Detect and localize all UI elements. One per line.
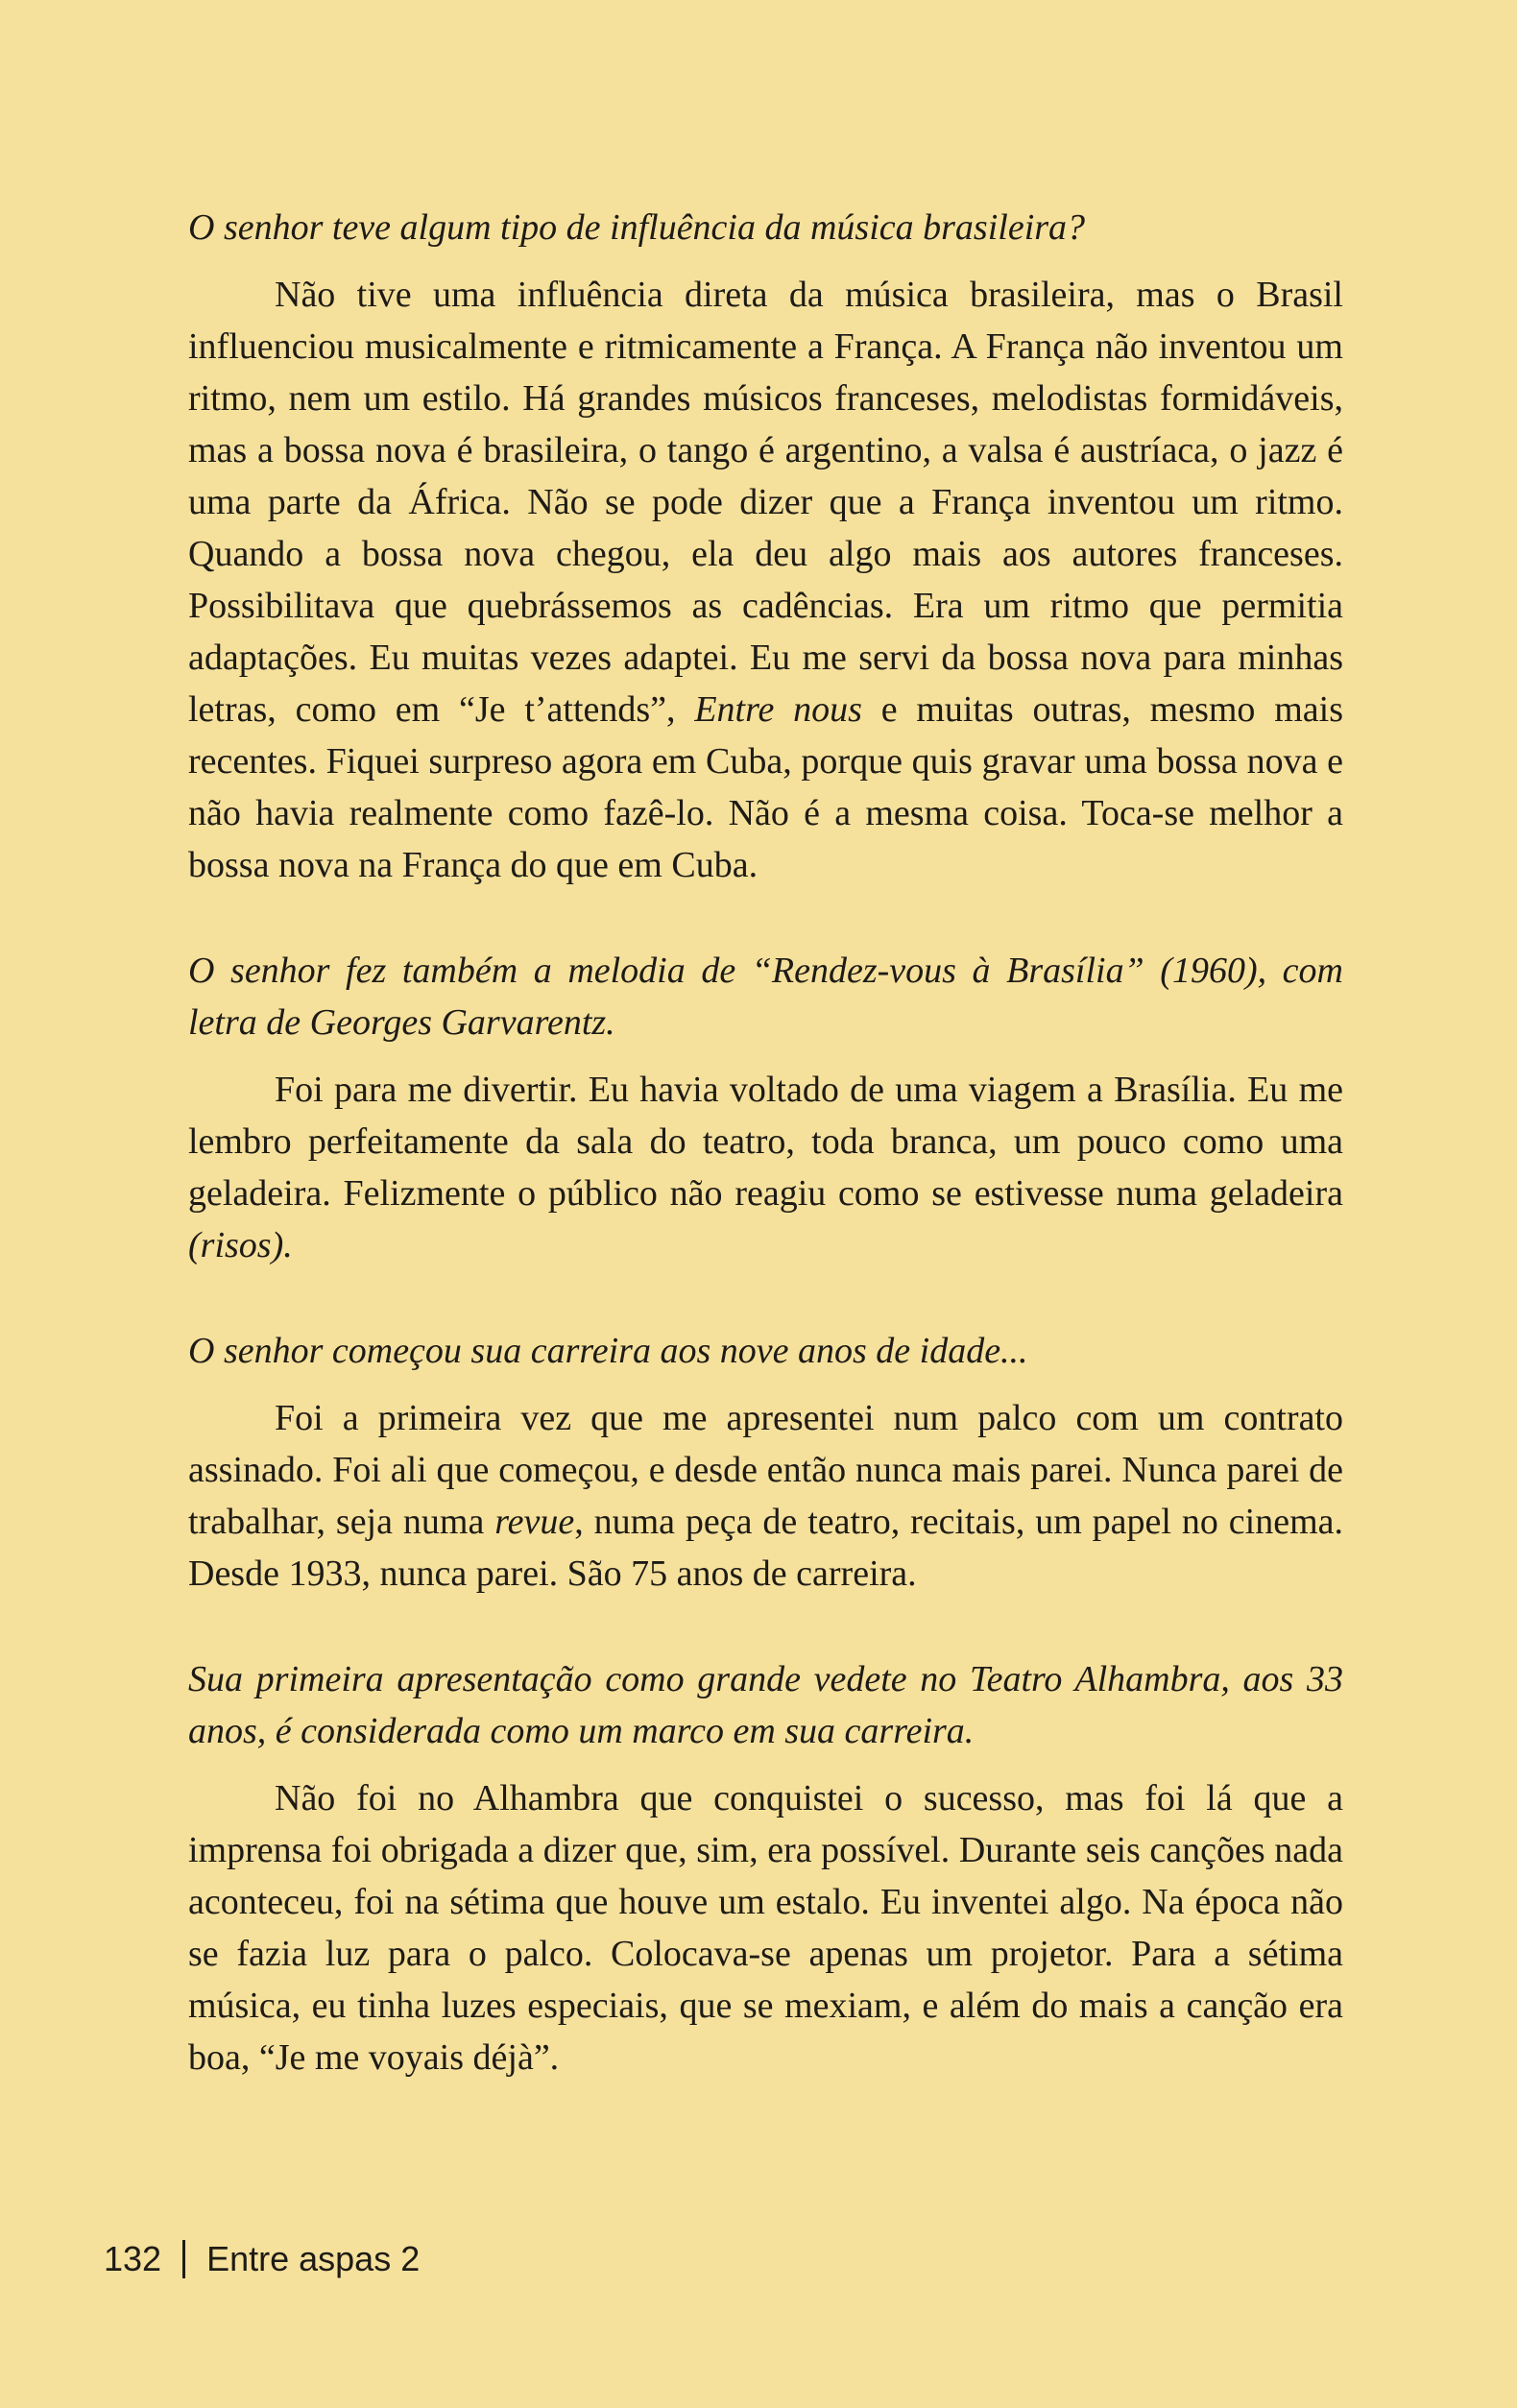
qa-block-1: [188, 202, 1343, 891]
question-4: Sua primeira apresentação como grande vedete no Teatro Alhambra, aos 33 anos, é considerada como um marco em sua carreira.: [188, 1659, 1343, 1751]
page-footer: [104, 2237, 420, 2281]
page-number: 132: [104, 2239, 162, 2278]
answer-2-part-1: Foi para me divertir. Eu havia voltado de uma viagem a Brasília. Eu me lembro perfeitamente da sala do teatro, toda branca, um pouco como uma geladeira. Felizmente o público não reagiu como se estivesse numa geladeira: [188, 1070, 1343, 1214]
answer-3-italic-word: revue: [494, 1502, 575, 1542]
answer-3-part-1: Foi a primeira vez que me apresentei num palco com um contrato assinado. Foi ali que começou, e desde então nunca mais parei. Nunca parei de trabalhar, seja numa: [188, 1398, 1343, 1542]
qa-block-4: [188, 1653, 1343, 2083]
qa-block-2: [188, 945, 1343, 1271]
answer-2: [188, 1064, 1343, 1271]
answer-4: Não foi no Alhambra que conquistei o sucesso, mas foi lá que a imprensa foi obrigada a dizer que, sim, era possível. Durante seis canções nada aconteceu, foi na sétima que houve um estalo. Eu inventei algo. Na época não se fazia luz para o palco. Colocava-se apenas um projetor. Para a sétima música, eu tinha luzes especiais, que se mexiam, e além do mais a canção era boa, “Je me voyais déjà”.: [188, 1778, 1343, 2078]
question-2: O senhor fez também a melodia de “Rendez-vous à Brasília” (1960), com letra de Georges Garvarentz.: [188, 951, 1343, 1043]
answer-1-part-1: Não tive uma influência direta da música brasileira, mas o Brasil influenciou musicalmente e ritmicamente a França. A França não inventou um ritmo, nem um estilo. Há grandes músicos franceses, melodistas formidáveis, mas a bossa nova é brasileira, o tango é argentino, a valsa é austríaca, o jazz é uma parte da África. Não se pode dizer que a França inventou um ritmo. Quando a bossa nova chegou, ela deu algo mais aos autores franceses. Possibilitava que quebrássemos as cadências. Era um ritmo que permitia adaptações. Eu muitas vezes adaptei. Eu me servi da bossa nova para minhas letras, como em “Je t’attends”,: [188, 275, 1343, 730]
page-body: [188, 202, 1343, 2137]
question-1: O senhor teve algum tipo de influência da música brasileira?: [188, 207, 1086, 248]
answer-2-italic-aside: (risos).: [188, 1225, 293, 1265]
answer-1-italic-title: Entre nous: [694, 689, 862, 730]
footer-separator: [182, 2240, 185, 2278]
book-title: Entre aspas 2: [206, 2239, 421, 2278]
question-3: O senhor começou sua carreira aos nove anos de idade...: [188, 1331, 1028, 1371]
answer-1: [188, 269, 1343, 891]
answer-3-part-3: , numa peça de teatro, recitais, um papel no cinema. Desde 1933, nunca parei. São 75 anos de carreira.: [188, 1502, 1343, 1594]
answer-3: [188, 1392, 1343, 1600]
qa-block-3: [188, 1325, 1343, 1600]
answer-1-part-3: e muitas outras, mesmo mais recentes. Fiquei surpreso agora em Cuba, porque quis gravar uma bossa nova e não havia realmente como fazê-lo. Não é a mesma coisa. Toca-se melhor a bossa nova na França do que em Cuba.: [188, 689, 1343, 885]
